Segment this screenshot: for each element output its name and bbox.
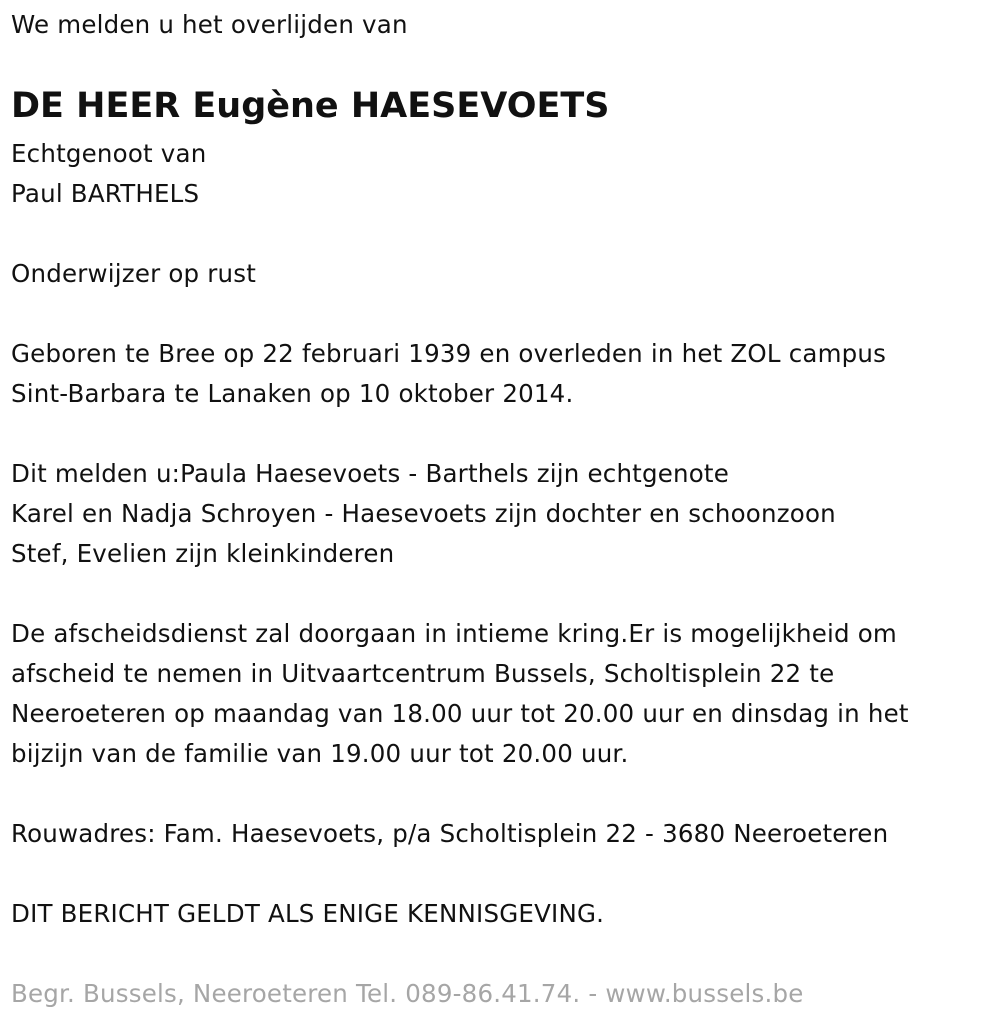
birth-death-line-2: Sint-Barbara te Lanaken op 10 oktober 2014. bbox=[11, 379, 574, 408]
deceased-name: DE HEER Eugène HAESEVOETS bbox=[11, 86, 610, 126]
spouse-label: Echtgenoot van bbox=[11, 139, 207, 168]
family-line-3: Stef, Evelien zijn kleinkinderen bbox=[11, 539, 395, 568]
service-line-4: bijzijn van de familie van 19.00 uur tot 20.00 uur. bbox=[11, 739, 629, 768]
family-line-1: Dit melden u:Paula Haesevoets - Barthels zijn echtgenote bbox=[11, 459, 730, 488]
spouse-name: Paul BARTHELS bbox=[11, 179, 200, 208]
closing-statement: DIT BERICHT GELDT ALS ENIGE KENNISGEVING. bbox=[11, 899, 605, 928]
service-line-2: afscheid te nemen in Uitvaartcentrum Bussels, Scholtisplein 22 te bbox=[11, 659, 835, 688]
intro-text: We melden u het overlijden van bbox=[11, 10, 408, 39]
funeral-home-footer: Begr. Bussels, Neeroeteren Tel. 089-86.41.74. - www.bussels.be bbox=[11, 979, 804, 1008]
family-line-2: Karel en Nadja Schroyen - Haesevoets zijn dochter en schoonzoon bbox=[11, 499, 836, 528]
service-line-3: Neeroeteren op maandag van 18.00 uur tot 20.00 uur en dinsdag in het bbox=[11, 699, 909, 728]
profession: Onderwijzer op rust bbox=[11, 259, 257, 288]
birth-death-line-1: Geboren te Bree op 22 februari 1939 en overleden in het ZOL campus bbox=[11, 339, 887, 368]
mourning-address: Rouwadres: Fam. Haesevoets, p/a Scholtisplein 22 - 3680 Neeroeteren bbox=[11, 819, 889, 848]
service-line-1: De afscheidsdienst zal doorgaan in intieme kring.Er is mogelijkheid om bbox=[11, 619, 897, 648]
